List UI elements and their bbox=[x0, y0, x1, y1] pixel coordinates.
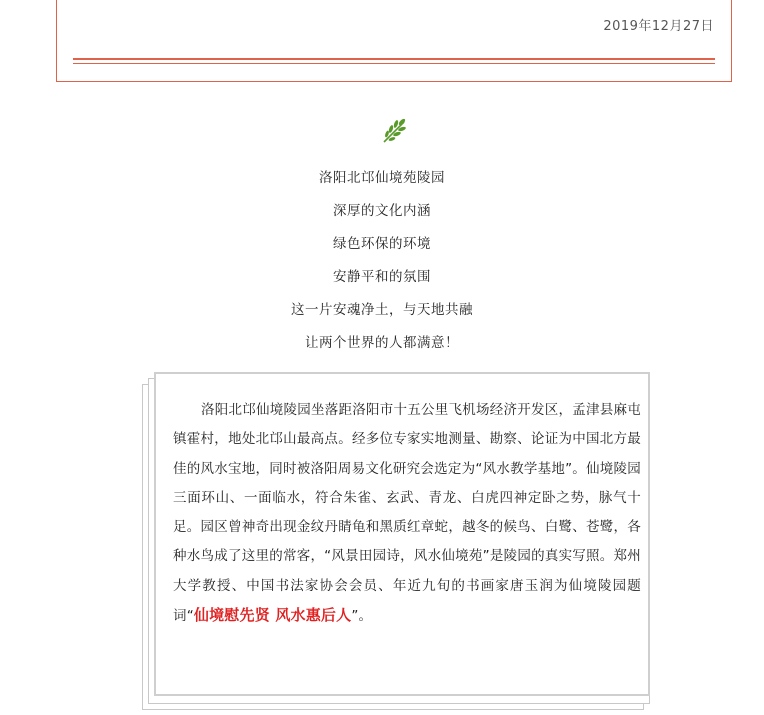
description-body: 洛阳北邙仙境陵园坐落距洛阳市十五公里飞机场经济开发区，孟津县麻屯镇霍村，地处北邙山最高点。经多位专家实地测量、勘察、论证为中国北方最佳的风水宝地，同时被洛阳周易文化研究会选定为“风水教学基地”。仙境陵园三面环山、一面临水，符合朱雀、玄武、青龙、白虎四神定卧之势，脉气十足。园区曾神奇出现金纹丹睛龟和黑质红章蛇，越冬的候鸟、白鹭、苍鹭，各种水鸟成了这里的常客，“风景田园诗，风水仙境苑”是陵园的真实写照。郑州大学教授、中国书法家协会会员、年近九旬的书画家唐玉润为仙境陵园题词“ bbox=[173, 402, 641, 625]
poem-line: 安静平和的氛围 bbox=[333, 269, 431, 285]
publish-date: 2019年12月27日 bbox=[603, 19, 714, 34]
poem-line: 洛阳北邙仙境苑陵园 bbox=[319, 170, 445, 186]
divider-thin bbox=[73, 63, 715, 64]
poem-line: 让两个世界的人都满意！ bbox=[305, 335, 459, 351]
poem-line: 深厚的文化内涵 bbox=[333, 203, 431, 219]
description-end: ”。 bbox=[351, 608, 373, 625]
header-box bbox=[56, 0, 732, 82]
divider-thick bbox=[73, 58, 715, 60]
poem-block bbox=[0, 166, 764, 364]
poem-line: 绿色环保的环境 bbox=[333, 236, 431, 252]
leaf-icon bbox=[380, 116, 410, 146]
poem-line: 这一片安魂净土，与天地共融 bbox=[291, 302, 473, 318]
description-text bbox=[173, 396, 641, 631]
inscription-highlight: 仙境慰先贤 风水惠后人 bbox=[193, 606, 352, 625]
description-card bbox=[154, 372, 650, 696]
